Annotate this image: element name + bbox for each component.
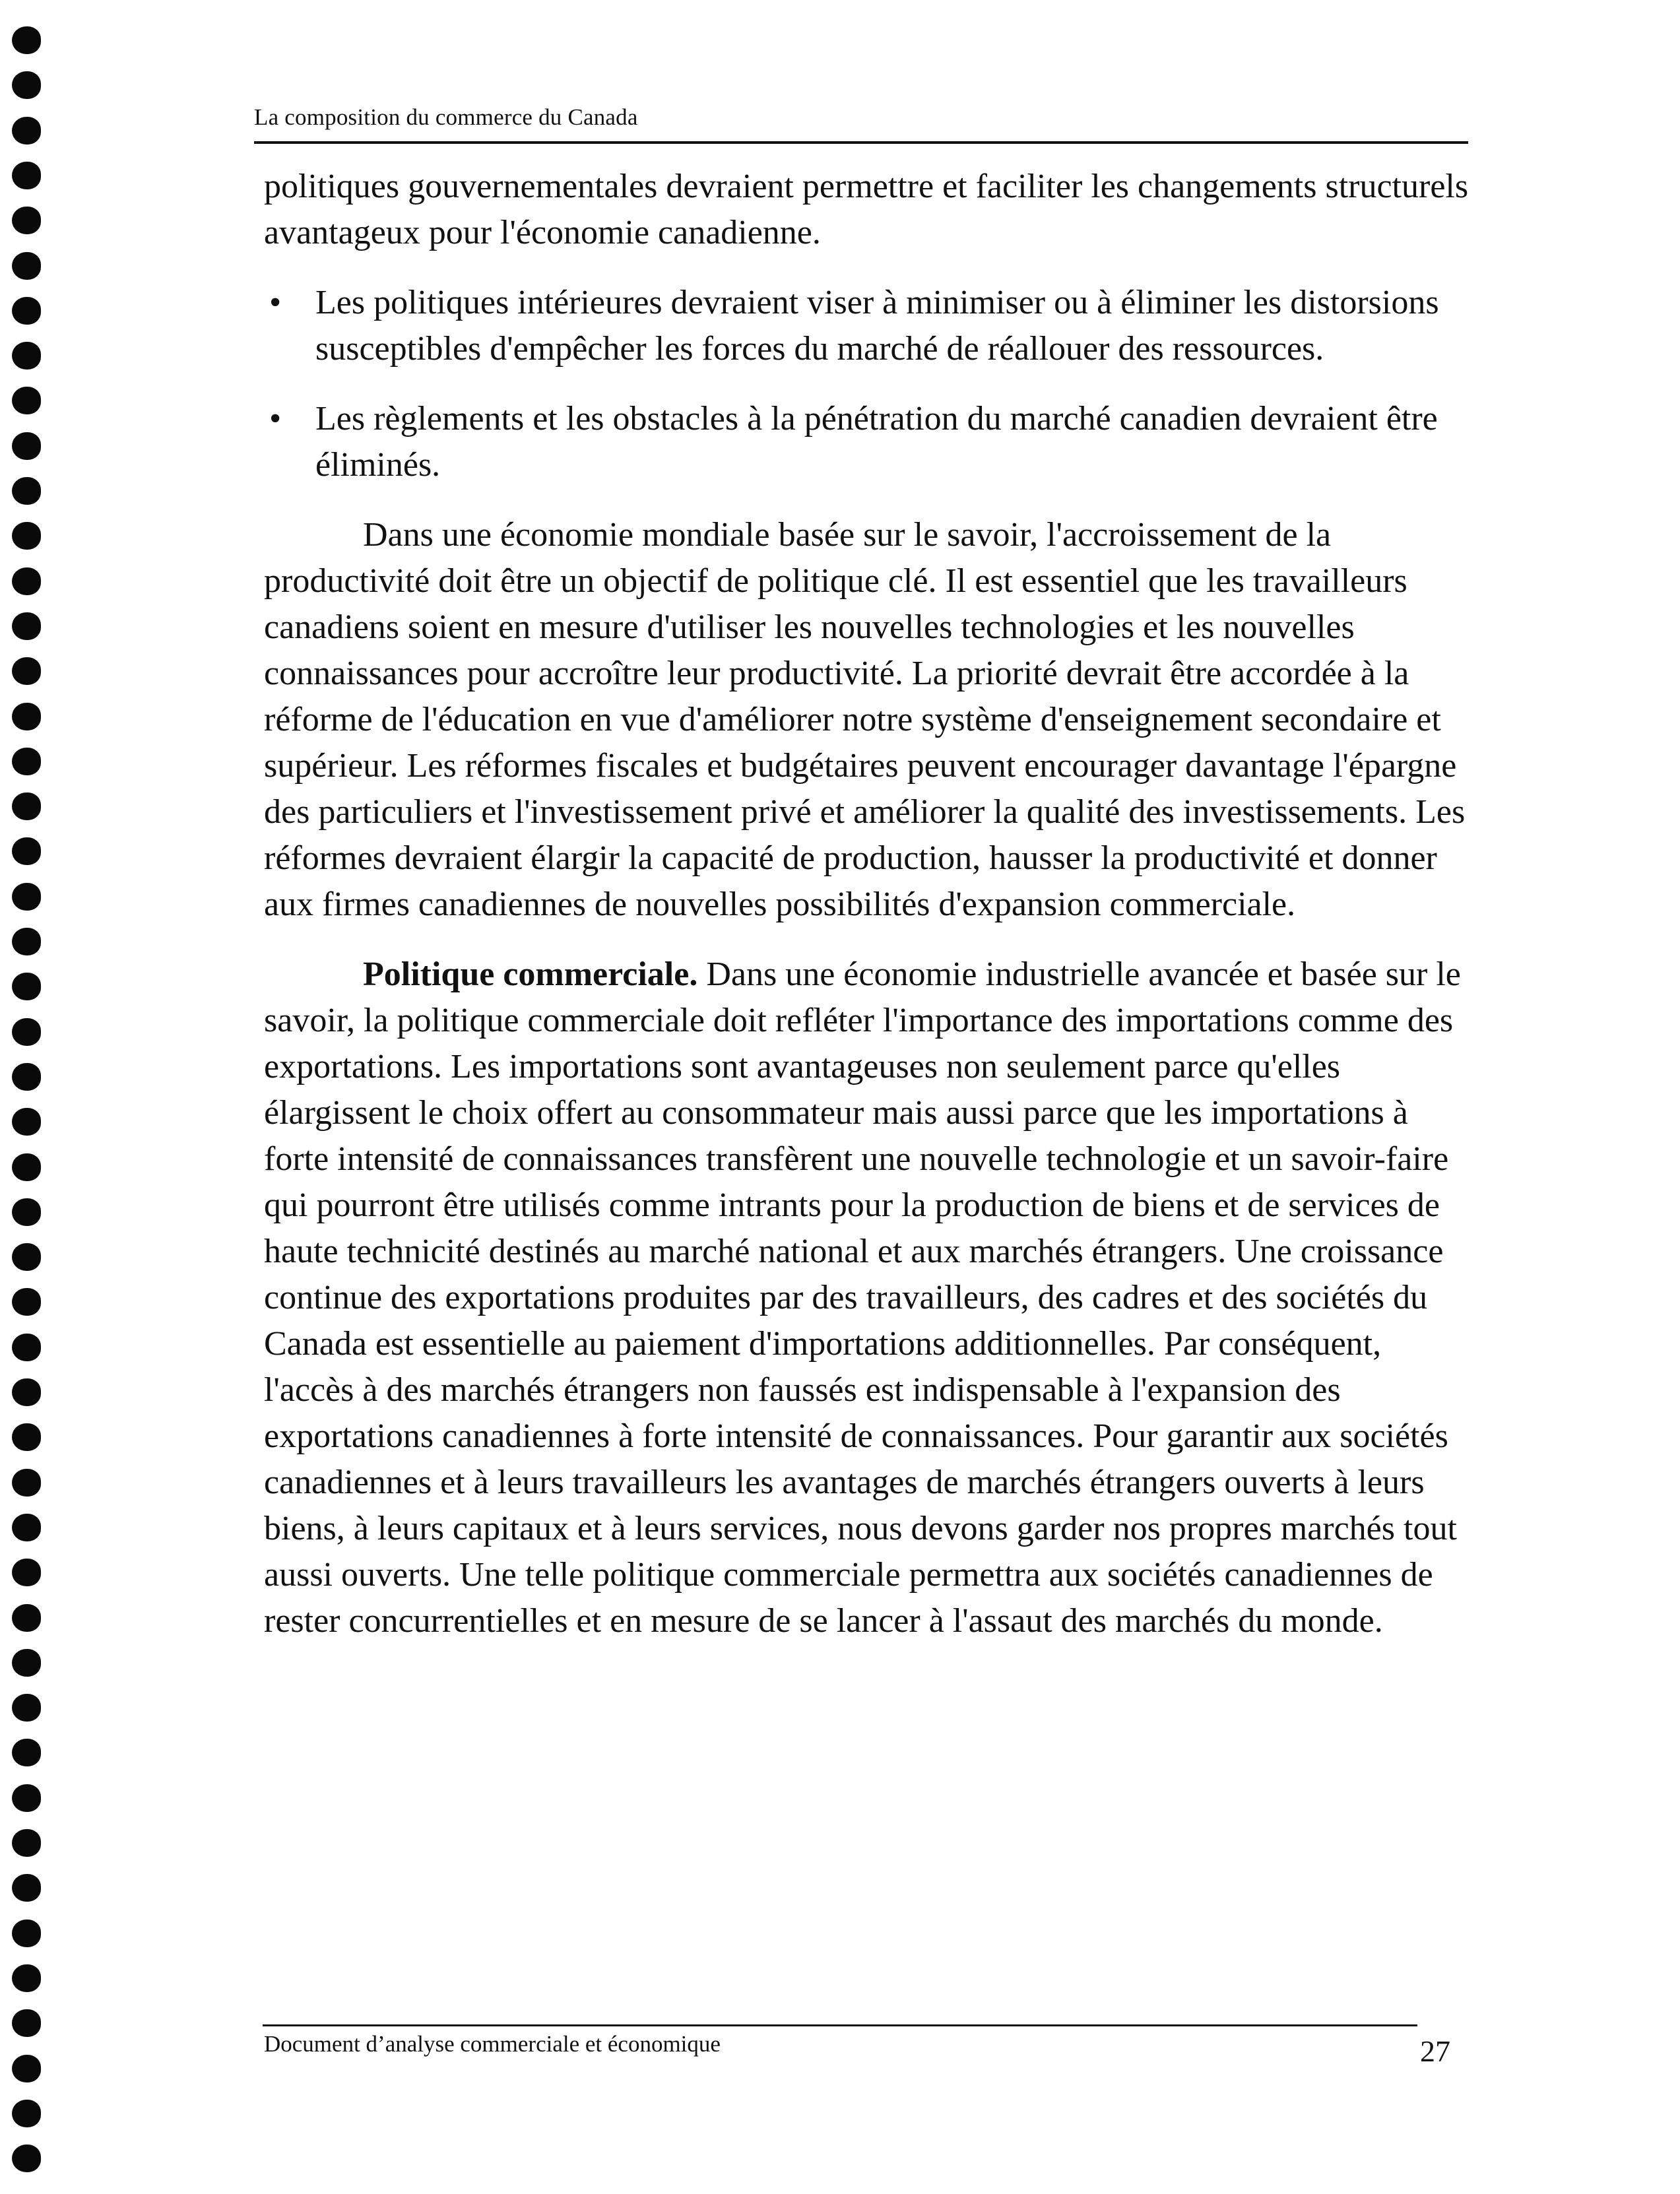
binding-hole — [12, 928, 41, 955]
bullet-item — [264, 280, 1471, 372]
binding-hole — [12, 1784, 41, 1812]
binding-hole — [12, 342, 41, 370]
binding-hole — [12, 1739, 41, 1766]
intro-paragraph: politiques gouvernementales devraient permettre et faciliter les changements structurels avantageux pour l'économie canadienne. — [264, 168, 1469, 251]
binding-hole — [12, 2100, 41, 2127]
binding-hole — [12, 837, 41, 865]
binding-hole — [12, 1829, 41, 1857]
binding-hole — [12, 1108, 41, 1136]
binding-hole — [12, 1334, 41, 1361]
binding-hole — [12, 973, 41, 1000]
binding-hole — [12, 883, 41, 911]
footer-rule — [263, 2024, 1417, 2026]
binding-hole — [12, 1198, 41, 1226]
binding-hole — [12, 1604, 41, 1632]
binding-hole — [12, 1153, 41, 1181]
binding-hole — [12, 117, 41, 145]
binding-hole — [12, 1018, 41, 1046]
page-number: 27 — [1420, 2034, 1450, 2068]
bullet-text: Les politiques intérieures devraient viser à minimiser ou à éliminer les distorsions susceptibles d'empêcher les forces du marché de réallouer des ressources. — [315, 284, 1439, 368]
binding-hole — [12, 1964, 41, 1992]
footer-series-title: Document d’analyse commerciale et économique — [264, 2031, 721, 2057]
binding-hole — [12, 1694, 41, 1722]
spiral-binding — [12, 26, 46, 2194]
bullet-item — [264, 396, 1471, 488]
binding-hole — [12, 703, 41, 730]
binding-hole — [12, 657, 41, 685]
header-rule — [254, 141, 1468, 144]
binding-hole — [12, 26, 41, 54]
bullet-dot-icon: • — [269, 400, 282, 437]
binding-hole — [12, 1469, 41, 1497]
binding-hole — [12, 1649, 41, 1677]
binding-hole — [12, 297, 41, 325]
binding-hole — [12, 1920, 41, 1947]
binding-hole — [12, 1423, 41, 1451]
binding-hole — [12, 1514, 41, 1541]
binding-hole — [12, 252, 41, 280]
trade-policy-heading: Politique commerciale. — [363, 955, 698, 993]
bullet-text: Les règlements et les obstacles à la pénétration du marché canadien devraient être éliminés. — [315, 400, 1438, 484]
binding-hole — [12, 792, 41, 820]
binding-hole — [12, 71, 41, 99]
binding-hole — [12, 612, 41, 640]
binding-hole — [12, 1243, 41, 1271]
binding-hole — [12, 387, 41, 414]
binding-hole — [12, 2009, 41, 2037]
binding-hole — [12, 1288, 41, 1316]
productivity-paragraph: Dans une économie mondiale basée sur le savoir, l'accroissement de la productivité doit être un objectif de politique clé. Il est essentiel que les travailleurs canadiens soient en mesure d'utiliser les nouvelles technologies et les nouvelles connaissances pour accroître leur productivité. La priorité devrait être accordée à la réforme de l'éducation en vue d'améliorer notre système d'enseignement secondaire et supérieur. Les réformes fiscales et budgétaires peuvent encourager davantage l'épargne des particuliers et l'investissement privé et améliorer la qualité des investissements. Les réformes devraient élargir la capacité de production, hausser la productivité et donner aux firmes canadiennes de nouvelles possibilités d'expansion commerciale. — [264, 516, 1466, 923]
bullet-dot-icon: • — [269, 284, 282, 321]
binding-hole — [12, 432, 41, 460]
binding-hole — [12, 748, 41, 775]
binding-hole — [12, 1063, 41, 1091]
page-body — [264, 164, 1471, 1644]
trade-policy-text: Dans une économie industrielle avancée et basée sur le savoir, la politique commerciale doit refléter l'importance des importations comme des exportations. Les importations sont avantageuses non seulement parce qu'elles élargissent le choix offert au consommateur mais aussi parce que les importations à forte intensité de connaissances transfèrent une nouvelle technologie et un savoir-faire qui pourront être utilisés comme intrants pour la production de biens et de services de haute technicité destinés au marché national et aux marchés étrangers. Une croissance continue des exportations produites par des travailleurs, des cadres et des sociétés du Canada est essentielle au paiement d'importations additionnelles. Par conséquent, l'accès à des marchés étrangers non faussés est indispensable à l'expansion des exportations canadiennes à forte intensité de connaissances. Pour garantir aux sociétés canadiennes et à leurs travailleurs les avantages de marchés étrangers ouverts à leurs biens, à leurs capitaux et à leurs services, nous devons garder nos propres marchés tout aussi ouverts. Une telle politique commerciale permettra aux sociétés canadiennes de rester concurrentielles et en mesure de se lancer à l'assaut des marchés du monde. — [264, 955, 1461, 1640]
binding-hole — [12, 2055, 41, 2082]
binding-hole — [12, 477, 41, 505]
binding-hole — [12, 162, 41, 189]
binding-hole — [12, 567, 41, 595]
binding-hole — [12, 1559, 41, 1586]
binding-hole — [12, 1378, 41, 1406]
binding-hole — [12, 522, 41, 550]
binding-hole — [12, 207, 41, 234]
binding-hole — [12, 2145, 41, 2172]
trade-policy-paragraph — [264, 952, 1471, 1644]
running-header-title: La composition du commerce du Canada — [254, 104, 638, 130]
bullet-list — [264, 280, 1471, 488]
binding-hole — [12, 1874, 41, 1902]
